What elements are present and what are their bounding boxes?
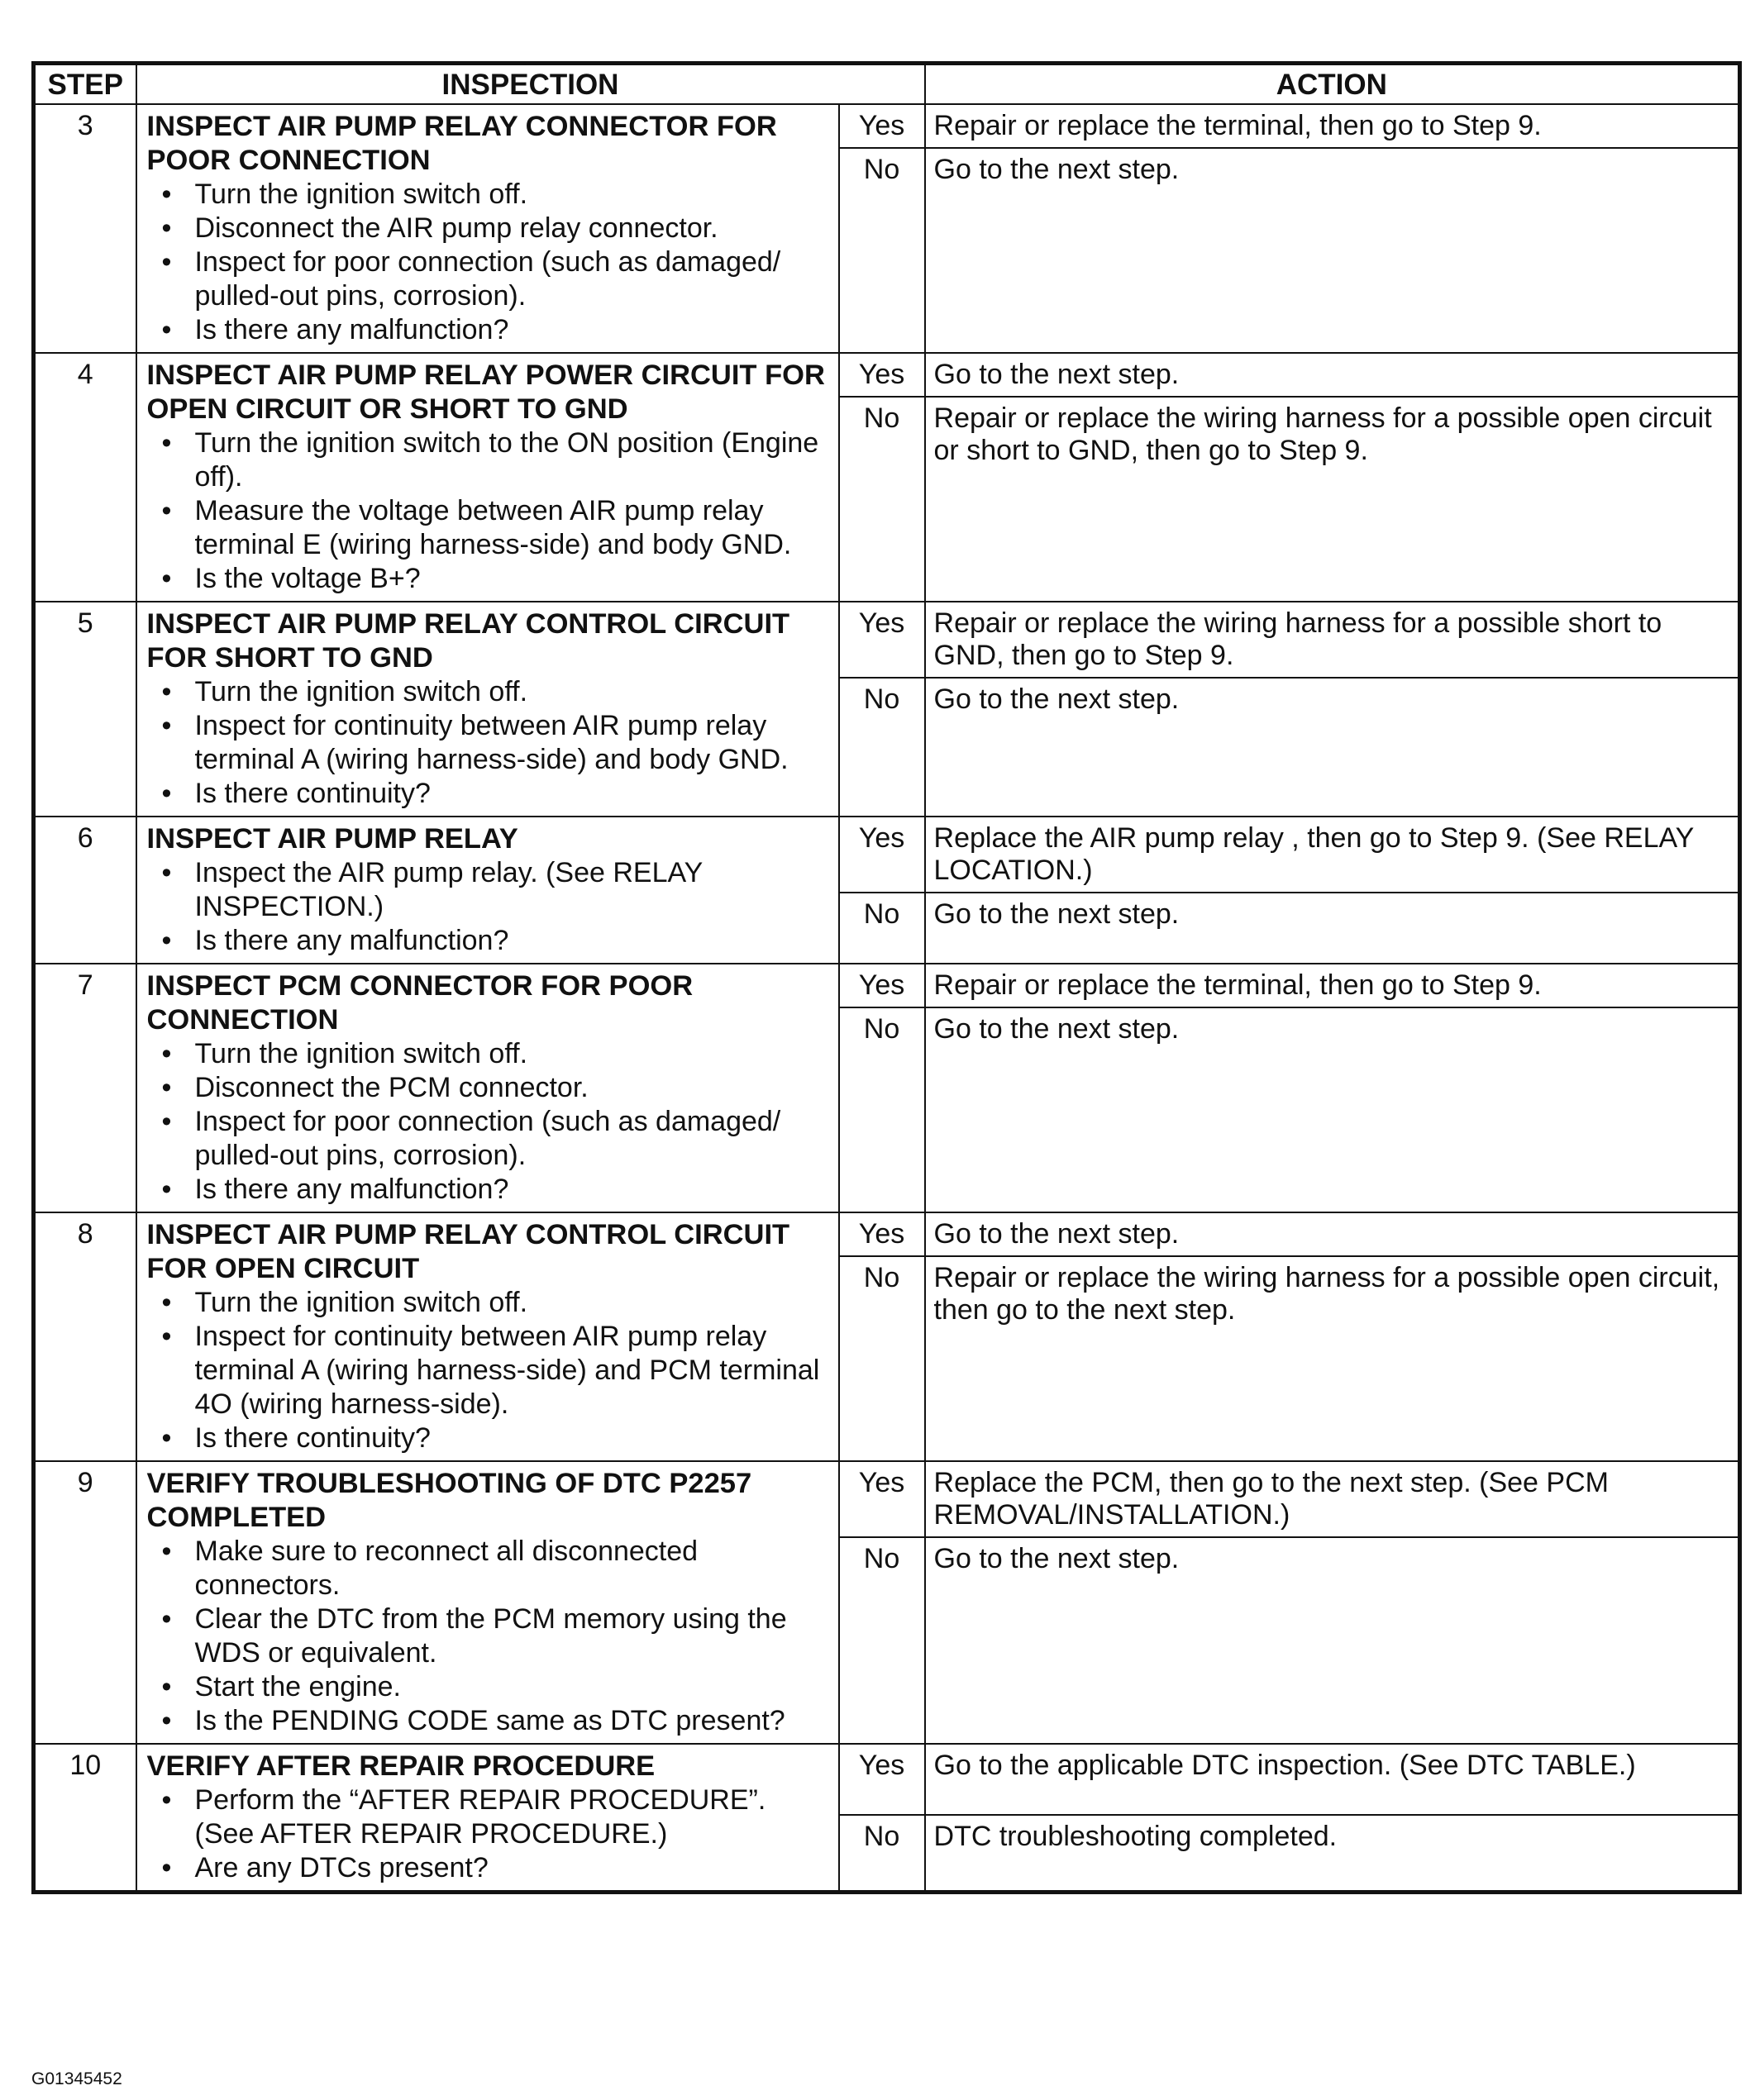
yes-label: Yes	[839, 353, 925, 397]
troubleshooting-table	[31, 61, 1742, 1894]
step-number: 5	[34, 602, 136, 817]
yes-action: Go to the next step.	[925, 353, 1740, 397]
yes-action: Replace the AIR pump relay , then go to Step 9. (See RELAY LOCATION.)	[925, 817, 1740, 893]
no-label: No	[839, 893, 925, 964]
table-row	[34, 1744, 1740, 1815]
table-row	[34, 1212, 1740, 1256]
inspection-bullet: • Turn the ignition switch off.	[147, 1286, 833, 1320]
yes-action: Repair or replace the terminal, then go to Step 9.	[925, 964, 1740, 1007]
inspection-bullets	[147, 675, 833, 811]
table-row	[34, 353, 1740, 397]
yes-label: Yes	[839, 817, 925, 893]
inspection-bullets	[147, 1286, 833, 1455]
no-action: Go to the next step.	[925, 148, 1740, 353]
inspection-bullet: • Disconnect the AIR pump relay connector.	[147, 212, 833, 245]
inspection-cell	[136, 817, 839, 964]
step-number: 8	[34, 1212, 136, 1461]
header-step: STEP	[34, 64, 136, 105]
inspection-bullet: • Is the PENDING CODE same as DTC present?	[147, 1704, 833, 1738]
yes-label: Yes	[839, 1461, 925, 1537]
inspection-cell	[136, 602, 839, 817]
no-label: No	[839, 397, 925, 602]
no-action: Go to the next step.	[925, 678, 1740, 817]
header-action: ACTION	[925, 64, 1740, 105]
step-number: 4	[34, 353, 136, 602]
table-body	[34, 104, 1740, 1893]
yes-label: Yes	[839, 1744, 925, 1815]
inspection-bullets	[147, 178, 833, 347]
header-inspection: INSPECTION	[136, 64, 925, 105]
inspection-bullet: • Is there continuity?	[147, 777, 833, 811]
no-label: No	[839, 1007, 925, 1212]
inspection-title: INSPECT AIR PUMP RELAY CONNECTOR FOR POOR CONNECTION	[146, 111, 777, 176]
step-number: 10	[34, 1744, 136, 1893]
yes-action: Go to the next step.	[925, 1212, 1740, 1256]
inspection-title: VERIFY AFTER REPAIR PROCEDURE	[146, 1750, 656, 1782]
yes-label: Yes	[839, 104, 925, 148]
inspection-bullets	[147, 1037, 833, 1207]
inspection-bullet: • Inspect for continuity between AIR pump relay terminal A (wiring harness-side) and PCM terminal 4O (wiring harness-side).	[147, 1320, 833, 1421]
inspection-bullet: • Make sure to reconnect all disconnected connectors.	[147, 1535, 833, 1602]
yes-label: Yes	[839, 602, 925, 678]
inspection-bullet: • Is there any malfunction?	[147, 924, 833, 958]
inspection-bullets	[147, 1535, 833, 1738]
no-action: Go to the next step.	[925, 893, 1740, 964]
yes-label: Yes	[839, 1212, 925, 1256]
inspection-bullet: • Is the voltage B+?	[147, 562, 833, 596]
yes-action: Replace the PCM, then go to the next step. (See PCM REMOVAL/INSTALLATION.)	[925, 1461, 1740, 1537]
inspection-title: INSPECT AIR PUMP RELAY CONTROL CIRCUIT FOR SHORT TO GND	[146, 608, 790, 674]
no-action: DTC troubleshooting completed.	[925, 1815, 1740, 1893]
table-header-row	[34, 64, 1740, 105]
inspection-cell	[136, 353, 839, 602]
yes-label: Yes	[839, 964, 925, 1007]
inspection-bullet: • Is there any malfunction?	[147, 1173, 833, 1207]
step-number: 7	[34, 964, 136, 1212]
inspection-cell	[136, 1461, 839, 1744]
inspection-title: INSPECT AIR PUMP RELAY	[146, 823, 518, 855]
table-row	[34, 602, 1740, 678]
inspection-bullet: • Turn the ignition switch to the ON position (Engine off).	[147, 426, 833, 494]
figure-code: G01345452	[31, 2069, 122, 2088]
no-label: No	[839, 1815, 925, 1893]
no-label: No	[839, 1537, 925, 1744]
inspection-cell	[136, 1744, 839, 1893]
inspection-bullet: • Is there continuity?	[147, 1421, 833, 1455]
table-row	[34, 817, 1740, 893]
yes-action: Repair or replace the terminal, then go to Step 9.	[925, 104, 1740, 148]
inspection-bullet: • Inspect for continuity between AIR pump relay terminal A (wiring harness-side) and body GND.	[147, 709, 833, 777]
step-number: 9	[34, 1461, 136, 1744]
inspection-title: INSPECT PCM CONNECTOR FOR POOR CONNECTION	[146, 970, 694, 1036]
no-action: Go to the next step.	[925, 1537, 1740, 1744]
no-label: No	[839, 148, 925, 353]
no-action: Go to the next step.	[925, 1007, 1740, 1212]
inspection-cell	[136, 964, 839, 1212]
step-number: 6	[34, 817, 136, 964]
troubleshooting-table-container	[31, 61, 1738, 1894]
inspection-title: INSPECT AIR PUMP RELAY POWER CIRCUIT FOR OPEN CIRCUIT OR SHORT TO GND	[146, 360, 825, 425]
inspection-bullet: • Turn the ignition switch off.	[147, 675, 833, 709]
no-label: No	[839, 678, 925, 817]
inspection-bullet: • Clear the DTC from the PCM memory using the WDS or equivalent.	[147, 1602, 833, 1670]
inspection-bullet: • Start the engine.	[147, 1670, 833, 1704]
inspection-bullets	[147, 1783, 833, 1885]
yes-action: Go to the applicable DTC inspection. (See DTC TABLE.)	[925, 1744, 1740, 1815]
inspection-title: INSPECT AIR PUMP RELAY CONTROL CIRCUIT FOR OPEN CIRCUIT	[146, 1219, 790, 1284]
inspection-bullet: • Inspect for poor connection (such as damaged/ pulled-out pins, corrosion).	[147, 245, 833, 313]
no-action: Repair or replace the wiring harness for a possible open circuit, then go to the next step.	[925, 1256, 1740, 1461]
inspection-bullet: • Turn the ignition switch off.	[147, 178, 833, 212]
inspection-bullet: • Inspect for poor connection (such as damaged/ pulled-out pins, corrosion).	[147, 1105, 833, 1173]
inspection-bullet: • Measure the voltage between AIR pump relay terminal E (wiring harness-side) and body GND.	[147, 494, 833, 562]
no-action: Repair or replace the wiring harness for a possible open circuit or short to GND, then go to Step 9.	[925, 397, 1740, 602]
inspection-bullet: • Perform the “AFTER REPAIR PROCEDURE”. (See AFTER REPAIR PROCEDURE.)	[147, 1783, 833, 1851]
inspection-bullets	[147, 426, 833, 596]
inspection-bullet: • Is there any malfunction?	[147, 313, 833, 347]
inspection-bullet: • Disconnect the PCM connector.	[147, 1071, 833, 1105]
step-number: 3	[34, 104, 136, 353]
inspection-cell	[136, 1212, 839, 1461]
table-row	[34, 1461, 1740, 1537]
inspection-cell	[136, 104, 839, 353]
inspection-bullet: • Are any DTCs present?	[147, 1851, 833, 1885]
inspection-bullet: • Inspect the AIR pump relay. (See RELAY INSPECTION.)	[147, 856, 833, 924]
inspection-bullet: • Turn the ignition switch off.	[147, 1037, 833, 1071]
inspection-bullets	[147, 856, 833, 958]
inspection-title: VERIFY TROUBLESHOOTING OF DTC P2257 COMPLETED	[146, 1468, 752, 1533]
no-label: No	[839, 1256, 925, 1461]
yes-action: Repair or replace the wiring harness for a possible short to GND, then go to Step 9.	[925, 602, 1740, 678]
table-row	[34, 104, 1740, 148]
table-row	[34, 964, 1740, 1007]
